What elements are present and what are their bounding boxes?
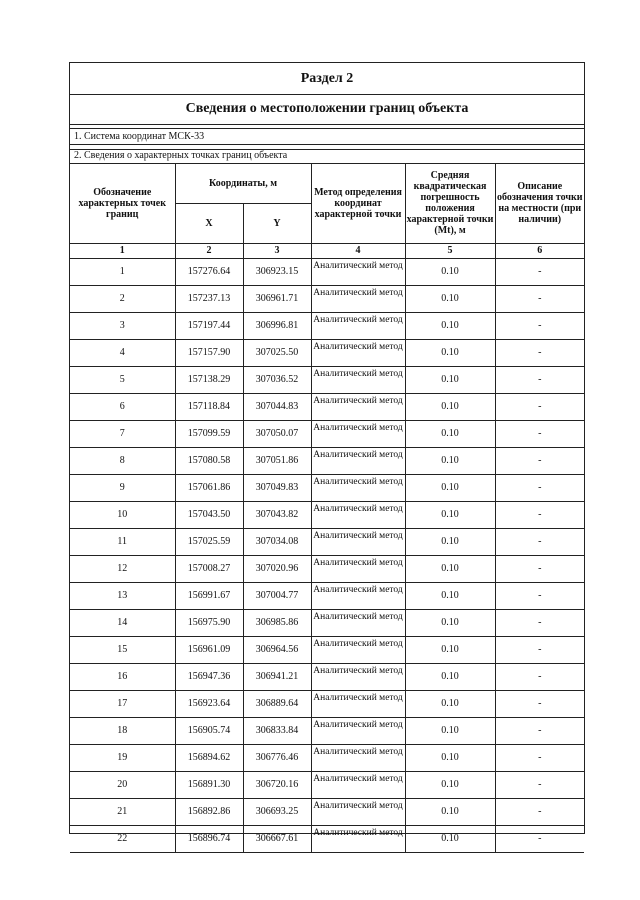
points-info-label: 2. Сведения о характерных точках границ объекта (70, 149, 584, 164)
point-id-cell: 16 (70, 663, 175, 690)
x-coordinate-cell: 156961.09 (175, 636, 243, 663)
x-coordinate-cell: 157237.13 (175, 285, 243, 312)
description-cell: - (495, 717, 584, 744)
x-coordinate-cell: 157025.59 (175, 528, 243, 555)
y-coordinate-cell: 306667.61 (243, 825, 311, 852)
method-cell: Аналитический метод (311, 555, 405, 582)
x-coordinate-cell: 156923.64 (175, 690, 243, 717)
column-number-row (70, 243, 584, 258)
point-id-cell: 7 (70, 420, 175, 447)
description-cell: - (495, 825, 584, 852)
method-cell: Аналитический метод (311, 528, 405, 555)
y-coordinate-cell: 307050.07 (243, 420, 311, 447)
description-cell: - (495, 393, 584, 420)
error-cell: 0.10 (405, 258, 495, 285)
error-cell: 0.10 (405, 717, 495, 744)
table-row (70, 285, 584, 312)
method-cell: Аналитический метод (311, 744, 405, 771)
table-row (70, 312, 584, 339)
table-row (70, 555, 584, 582)
description-cell: - (495, 285, 584, 312)
x-coordinate-cell: 156991.67 (175, 582, 243, 609)
description-cell: - (495, 690, 584, 717)
point-id-cell: 15 (70, 636, 175, 663)
table-row (70, 825, 584, 852)
description-cell: - (495, 798, 584, 825)
method-cell: Аналитический метод (311, 717, 405, 744)
y-coordinate-cell: 306833.84 (243, 717, 311, 744)
x-coordinate-cell: 157099.59 (175, 420, 243, 447)
description-cell: - (495, 366, 584, 393)
description-cell: - (495, 555, 584, 582)
x-coordinate-cell: 157197.44 (175, 312, 243, 339)
y-coordinate-cell: 307025.50 (243, 339, 311, 366)
column-number: 5 (405, 243, 495, 258)
table-row (70, 447, 584, 474)
description-cell: - (495, 420, 584, 447)
error-cell: 0.10 (405, 825, 495, 852)
description-cell: - (495, 771, 584, 798)
x-coordinate-cell: 156891.30 (175, 771, 243, 798)
header-error: Средняя квадратическая погрешность положения характерной точки (Mt), м (405, 164, 495, 243)
error-cell: 0.10 (405, 582, 495, 609)
description-cell: - (495, 582, 584, 609)
point-id-cell: 13 (70, 582, 175, 609)
error-cell: 0.10 (405, 339, 495, 366)
x-coordinate-cell: 157157.90 (175, 339, 243, 366)
error-cell: 0.10 (405, 798, 495, 825)
method-cell: Аналитический метод (311, 663, 405, 690)
description-cell: - (495, 528, 584, 555)
description-cell: - (495, 744, 584, 771)
error-cell: 0.10 (405, 420, 495, 447)
error-cell: 0.10 (405, 285, 495, 312)
table-row (70, 582, 584, 609)
point-id-cell: 19 (70, 744, 175, 771)
error-cell: 0.10 (405, 555, 495, 582)
description-cell: - (495, 663, 584, 690)
error-cell: 0.10 (405, 366, 495, 393)
x-coordinate-cell: 156894.62 (175, 744, 243, 771)
y-coordinate-cell: 307049.83 (243, 474, 311, 501)
point-id-cell: 1 (70, 258, 175, 285)
section-title: Раздел 2 (70, 63, 584, 95)
table-row (70, 636, 584, 663)
column-number: 6 (495, 243, 584, 258)
y-coordinate-cell: 306941.21 (243, 663, 311, 690)
point-id-cell: 2 (70, 285, 175, 312)
method-cell: Аналитический метод (311, 339, 405, 366)
x-coordinate-cell: 157138.29 (175, 366, 243, 393)
table-row (70, 393, 584, 420)
description-cell: - (495, 258, 584, 285)
x-coordinate-cell: 156896.74 (175, 825, 243, 852)
header-description: Описание обозначения точки на местности (при наличии) (495, 164, 584, 243)
document-frame (69, 62, 585, 844)
y-coordinate-cell: 307034.08 (243, 528, 311, 555)
point-id-cell: 22 (70, 825, 175, 852)
point-id-cell: 12 (70, 555, 175, 582)
y-coordinate-cell: 306720.16 (243, 771, 311, 798)
header-point-designation: Обозначение характерных точек границ (70, 164, 175, 243)
point-id-cell: 18 (70, 717, 175, 744)
error-cell: 0.10 (405, 312, 495, 339)
y-coordinate-cell: 307020.96 (243, 555, 311, 582)
method-cell: Аналитический метод (311, 636, 405, 663)
error-cell: 0.10 (405, 528, 495, 555)
x-coordinate-cell: 157118.84 (175, 393, 243, 420)
y-coordinate-cell: 306923.15 (243, 258, 311, 285)
error-cell: 0.10 (405, 744, 495, 771)
y-coordinate-cell: 307036.52 (243, 366, 311, 393)
x-coordinate-cell: 156947.36 (175, 663, 243, 690)
method-cell: Аналитический метод (311, 312, 405, 339)
method-cell: Аналитический метод (311, 501, 405, 528)
description-cell: - (495, 636, 584, 663)
point-id-cell: 9 (70, 474, 175, 501)
y-coordinate-cell: 307051.86 (243, 447, 311, 474)
page-title: Сведения о местоположении границ объекта (70, 94, 584, 125)
x-coordinate-cell: 157080.58 (175, 447, 243, 474)
method-cell: Аналитический метод (311, 447, 405, 474)
x-coordinate-cell: 157043.50 (175, 501, 243, 528)
method-cell: Аналитический метод (311, 771, 405, 798)
description-cell: - (495, 609, 584, 636)
point-id-cell: 11 (70, 528, 175, 555)
y-coordinate-cell: 306985.86 (243, 609, 311, 636)
point-id-cell: 4 (70, 339, 175, 366)
table-row (70, 609, 584, 636)
y-coordinate-cell: 306964.56 (243, 636, 311, 663)
error-cell: 0.10 (405, 663, 495, 690)
table-row (70, 528, 584, 555)
error-cell: 0.10 (405, 447, 495, 474)
method-cell: Аналитический метод (311, 393, 405, 420)
point-id-cell: 20 (70, 771, 175, 798)
point-id-cell: 6 (70, 393, 175, 420)
method-cell: Аналитический метод (311, 609, 405, 636)
column-number: 1 (70, 243, 175, 258)
method-cell: Аналитический метод (311, 420, 405, 447)
column-number: 2 (175, 243, 243, 258)
description-cell: - (495, 312, 584, 339)
header-method: Метод определения координат характерной точки (311, 164, 405, 243)
table-row (70, 420, 584, 447)
x-coordinate-cell: 157276.64 (175, 258, 243, 285)
method-cell: Аналитический метод (311, 474, 405, 501)
y-coordinate-cell: 307044.83 (243, 393, 311, 420)
header-y: Y (243, 203, 311, 243)
y-coordinate-cell: 306889.64 (243, 690, 311, 717)
error-cell: 0.10 (405, 474, 495, 501)
method-cell: Аналитический метод (311, 258, 405, 285)
error-cell: 0.10 (405, 636, 495, 663)
error-cell: 0.10 (405, 771, 495, 798)
method-cell: Аналитический метод (311, 690, 405, 717)
point-id-cell: 3 (70, 312, 175, 339)
point-id-cell: 21 (70, 798, 175, 825)
method-cell: Аналитический метод (311, 285, 405, 312)
y-coordinate-cell: 306996.81 (243, 312, 311, 339)
table-row (70, 366, 584, 393)
table-row (70, 258, 584, 285)
point-id-cell: 5 (70, 366, 175, 393)
x-coordinate-cell: 156975.90 (175, 609, 243, 636)
y-coordinate-cell: 306961.71 (243, 285, 311, 312)
header-x: X (175, 203, 243, 243)
point-id-cell: 10 (70, 501, 175, 528)
description-cell: - (495, 339, 584, 366)
description-cell: - (495, 474, 584, 501)
method-cell: Аналитический метод (311, 825, 405, 852)
table-row (70, 690, 584, 717)
header-coordinates: Координаты, м (175, 164, 311, 203)
error-cell: 0.10 (405, 501, 495, 528)
point-id-cell: 14 (70, 609, 175, 636)
table-row (70, 474, 584, 501)
error-cell: 0.10 (405, 393, 495, 420)
x-coordinate-cell: 156905.74 (175, 717, 243, 744)
method-cell: Аналитический метод (311, 798, 405, 825)
y-coordinate-cell: 307043.82 (243, 501, 311, 528)
method-cell: Аналитический метод (311, 366, 405, 393)
column-number: 4 (311, 243, 405, 258)
table-row (70, 663, 584, 690)
x-coordinate-cell: 157061.86 (175, 474, 243, 501)
x-coordinate-cell: 156892.86 (175, 798, 243, 825)
description-cell: - (495, 501, 584, 528)
table-row (70, 771, 584, 798)
table-row (70, 501, 584, 528)
table-body (70, 258, 584, 852)
y-coordinate-cell: 306693.25 (243, 798, 311, 825)
table-row (70, 717, 584, 744)
table-row (70, 339, 584, 366)
point-id-cell: 8 (70, 447, 175, 474)
x-coordinate-cell: 157008.27 (175, 555, 243, 582)
coordinate-system-label: 1. Система координат МСК-33 (70, 128, 584, 145)
error-cell: 0.10 (405, 609, 495, 636)
boundary-points-table (70, 164, 584, 853)
y-coordinate-cell: 306776.46 (243, 744, 311, 771)
column-number: 3 (243, 243, 311, 258)
table-row (70, 744, 584, 771)
point-id-cell: 17 (70, 690, 175, 717)
y-coordinate-cell: 307004.77 (243, 582, 311, 609)
description-cell: - (495, 447, 584, 474)
error-cell: 0.10 (405, 690, 495, 717)
table-row (70, 798, 584, 825)
method-cell: Аналитический метод (311, 582, 405, 609)
